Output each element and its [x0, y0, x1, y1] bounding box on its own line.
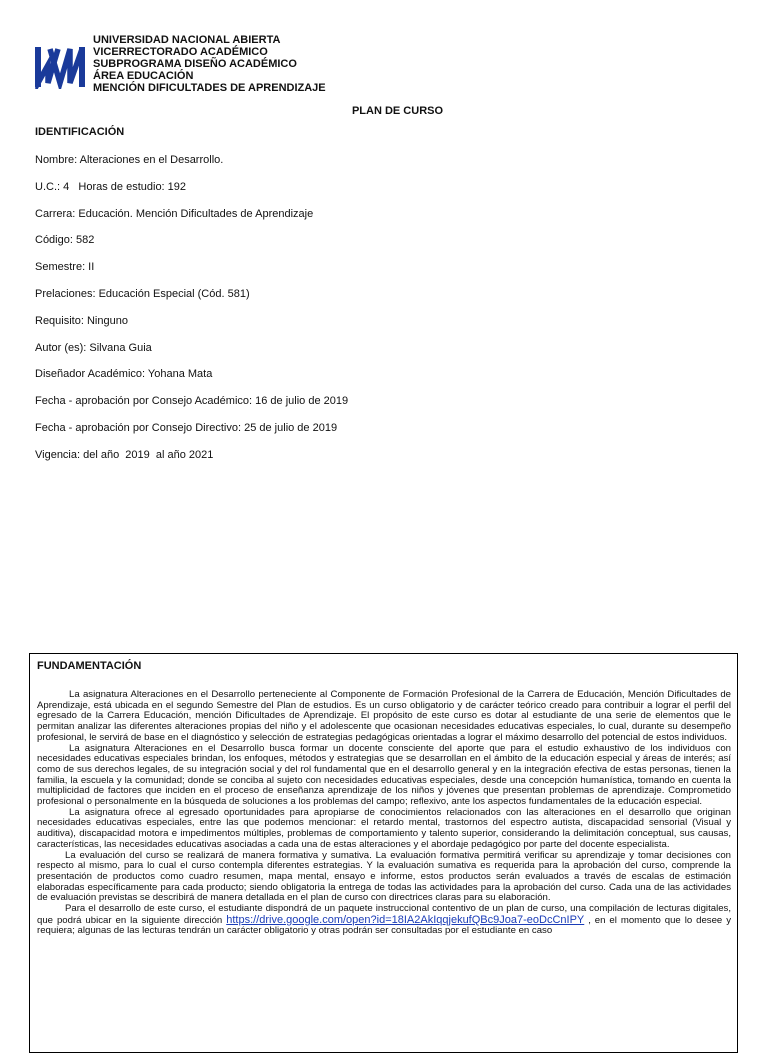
university-logo — [35, 43, 85, 89]
ident-item-carrera: Carrera: Educación. Mención Dificultades de Aprendizaje — [35, 207, 314, 220]
header-line: UNIVERSIDAD NACIONAL ABIERTA — [93, 34, 281, 46]
ident-item-fecha-academico: Fecha - aprobación por Consejo Académico: 16 de julio de 2019 — [35, 395, 349, 408]
drive-link[interactable]: https://drive.google.com/open?id=18IA2AkIqqjekufQBc9Joa7-eoDcCnIPY — [226, 913, 585, 926]
header-line: SUBPROGRAMA DISEÑO ACADÉMICO — [93, 58, 297, 71]
institution-header — [93, 34, 326, 94]
paragraph-with-link — [37, 904, 731, 937]
section-title-identificacion: IDENTIFICACIÓN — [35, 126, 125, 138]
header-line: ÁREA EDUCACIÓN — [93, 70, 194, 83]
ident-item-uc: U.C.: 4 Horas de estudio: 192 — [35, 180, 187, 193]
paragraph: La asignatura Alteraciones en el Desarrollo perteneciente al Componente de Formación Profesional de la Carrera de Educación, Mención Dificultades de Aprendizaje, está ubicada en el segundo Semestre del Plan de estudios. Es un curso obligatorio y de carácter teórico creado para contribuir a lograr el perfil del egresado de la Carrera Educación, mención Dificultades de Aprendizaje. El propósito de este curso es dotar al estudiante de una serie de elementos que le permitan analizar las diferentes alteraciones propias del niño y el adolescente que ocasionan necesidades educativas especiales, lo cual, durante su desempeño profesional, le servirá de base en el diagnóstico y selección de estrategias pedagógicas orientadas a lograr el máximo desarrollo del potencial de estos individuos. — [37, 689, 731, 743]
ident-item-codigo: Código: 582 — [35, 234, 95, 247]
ident-item-disenador: Diseñador Académico: Yohana Mata — [35, 368, 213, 381]
paragraph: La asignatura Alteraciones en el Desarrollo busca formar un docente consciente del aporte que para el estudio exhaustivo de los individuos con necesidades educativas especiales brindan, los enfoques, métodos y estrategias que se desarrollan en el ámbito de la educación especial y áreas de interés; así como de sus derechos legales, de su integración social y del rol fundamental que en el desarrollo general y en la integración efectiva de estas personas, tienen la familia, la escuela y la comunidad; donde se conciba al sujeto con necesidades educativas especiales, desde una concepción humanística, tomando en cuenta la multiplicidad de factores que inciden en el proceso de enseñanza aprendizaje de los niños y jóvenes que presentan problemas de aprendizaje. Comprometido profesional o personalmente en la búsqueda de soluciones a los problemas del campo; reflexivo, ante los aspectos fundamentales de la educación especial. — [37, 742, 731, 808]
header-line: VICERRECTORADO ACADÉMICO — [93, 46, 268, 59]
ident-item-vigencia: Vigencia: del año 2019 al año 2021 — [35, 448, 214, 461]
paragraph: La asignatura ofrece al egresado oportunidades para apropiarse de conocimientos relacionados con las alteraciones en el desarrollo que originan necesidades educativas especiales, entre las que podemos mencionar: el retardo mental, trastornos del espectro autista, discapacidad sensorial (Visual y auditiva), discapacidad motora e impedimentos múltiples, problemas de comportamiento y talento superior, considerando la delimitación conceptual, sus causas, características, las necesidades educativas asociadas a cada una de estas alteraciones y el abordaje pedagógico por parte del docente especialista. — [37, 806, 731, 850]
paragraph-text: Para el desarrollo de este curso, el estudiante dispondrá de un paquete instruccional contentivo de un plan de curso, una compilación de lecturas digitales, que podrá ubicar en la siguiente dirección — [37, 903, 731, 926]
ident-item-autor: Autor (es): Silvana Guia — [35, 341, 152, 354]
fundamentacion-box — [29, 653, 738, 1053]
paragraph-text: , en el momento que lo desee y requiera; algunas de las lecturas tendrán un carácter obligatorio y otras podrán ser consultadas por el estudiante en caso — [37, 914, 731, 937]
identification-list — [35, 154, 348, 476]
ident-item-fecha-directivo: Fecha - aprobación por Consejo Directivo: 25 de julio de 2019 — [35, 421, 338, 434]
ident-item-prelaciones: Prelaciones: Educación Especial (Cód. 581) — [35, 287, 250, 300]
header-line: MENCIÓN DIFICULTADES DE APRENDIZAJE — [93, 82, 326, 95]
section-title-fundamentacion: FUNDAMENTACIÓN — [37, 660, 142, 672]
ident-item-nombre: Nombre: Alteraciones en el Desarrollo. — [35, 154, 224, 166]
document-title: PLAN DE CURSO — [351, 105, 444, 117]
fundamentacion-body — [37, 690, 731, 937]
ident-item-semestre: Semestre: II — [35, 261, 95, 274]
paragraph: La evaluación del curso se realizará de manera formativa y sumativa. La evaluación formativa permitirá verificar su aprendizaje y tomar decisiones con respecto al mismo, para lo cual el curso contempla diferentes estrategias. Y la evaluación sumativa es requerida para la aprobación del curso, comprende la presentación de productos como cuadro resumen, mapa mental, ensayo e informe, estos productos serán evaluados a través de escalas de estimación elaboradas específicamente para cada producto; siendo obligatoria la entrega de todas las actividades para la aprobación del curso. Cada una de las actividades de evaluación previstas se describirá de manera detallada en el plan de curso con directrices claras para su elaboración. — [37, 849, 731, 904]
ident-item-requisito: Requisito: Ninguno — [35, 314, 128, 327]
